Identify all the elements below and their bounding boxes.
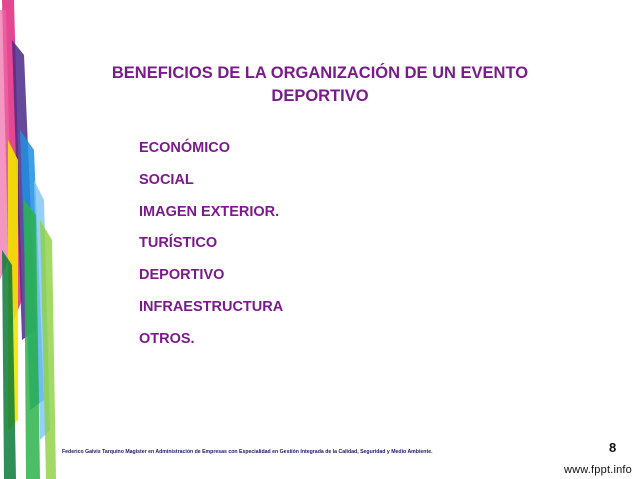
list-item: SOCIAL	[139, 171, 194, 188]
list-item: TURÍSTICO	[139, 235, 218, 252]
list-item: DEPORTIVO	[139, 267, 225, 284]
title-line-2: DEPORTIVO	[271, 87, 369, 105]
footer-credit: Federico Galvis Tarquino Magister en Administración de Empresas con Especialidad en Gestión Integrada de la Calidad, Seguridad y Medio Ambiente.	[62, 449, 433, 455]
title-line-1: BENEFICIOS DE LA ORGANIZACIÓN DE UN EVENTO	[111, 64, 529, 82]
benefits-list	[139, 138, 283, 361]
list-item: OTROS.	[139, 330, 195, 347]
list-item: ECONÓMICO	[139, 140, 231, 156]
list-item: INFRAESTRUCTURA	[139, 298, 284, 315]
slide-title	[70, 62, 570, 108]
list-item: IMAGEN EXTERIOR.	[139, 203, 280, 220]
watermark-site: www.fppt.info	[563, 464, 632, 476]
page-number: 8	[609, 440, 617, 455]
